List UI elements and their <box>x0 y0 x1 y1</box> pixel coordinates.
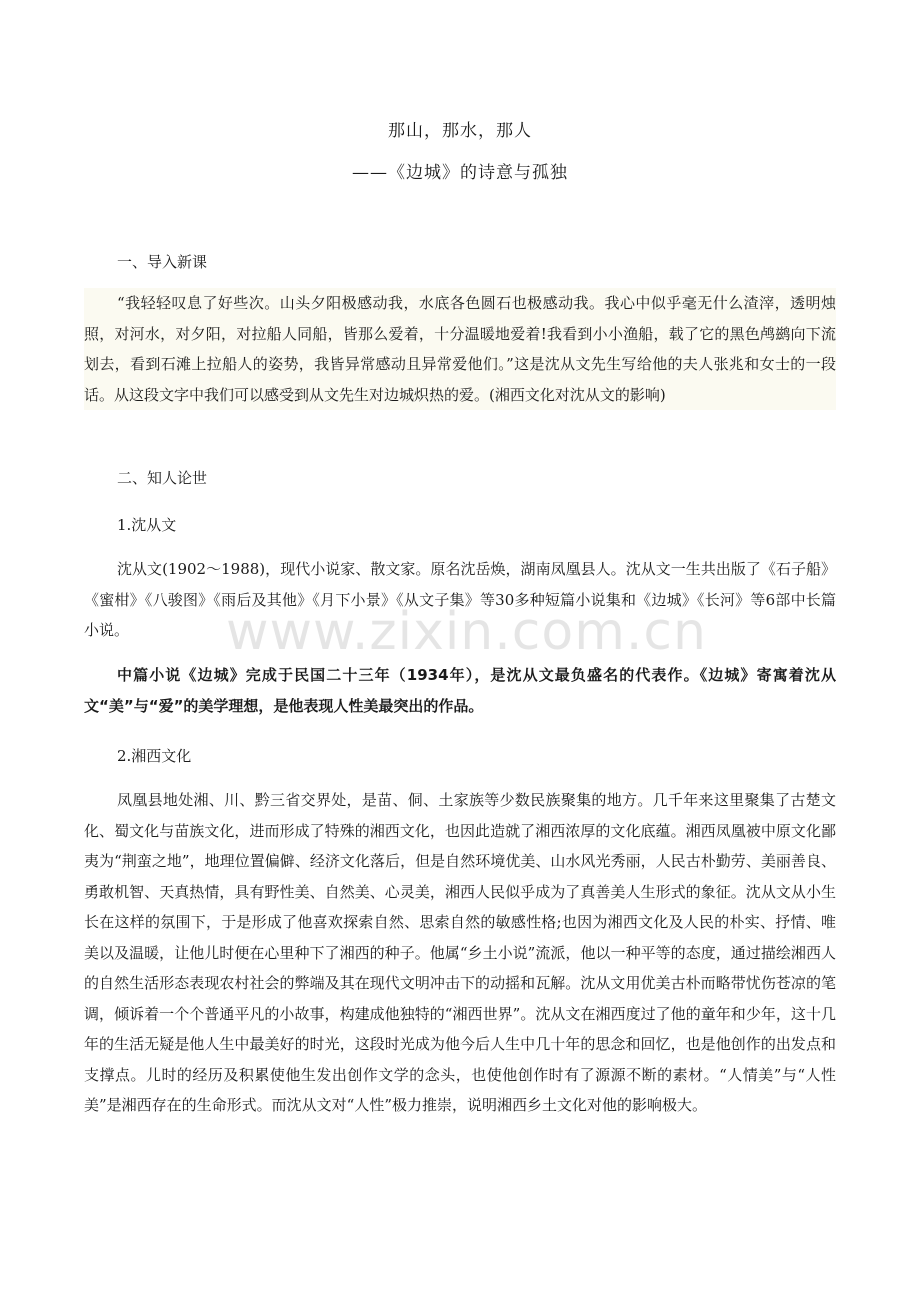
biancheng-bold-paragraph: 中篇小说《边城》完成于民国二十三年（1934年），是沈从文最负盛名的代表作。《边城》寄寓着沈从文“美”与“爱”的美学理想，是他表现人性美最突出的作品。 <box>84 666 836 715</box>
subsection-heading-xiangxi: 2.湘西文化 <box>117 747 192 765</box>
watermark: www.zixin.com.cn <box>226 602 707 662</box>
section-heading-intro: 一、导入新课 <box>117 253 208 271</box>
shen-paragraph: 沈从文(1902～1988)，现代小说家、散文家。原名沈岳焕，湖南凤凰县人。沈从文一生共出版了《石子船》《蜜柑》《八骏图》《雨后及其他》《月下小景》《从文子集》等30多种短篇小说集和《边城》《长河》等6部中长篇小说。 <box>84 560 836 639</box>
document-subtitle: ——《边城》的诗意与孤独 <box>352 163 568 183</box>
document-title: 那山，那水，那人 <box>388 121 532 141</box>
intro-paragraph: “我轻轻叹息了好些次。山头夕阳极感动我，水底各色圆石也极感动我。我心中似乎毫无什么渣滓，透明烛照，对河水，对夕阳，对拉船人同船，皆那么爱着，十分温暖地爱着!我看到小小渔船，载了它的黑色鸬鹚向下流划去，看到石滩上拉船人的姿势，我皆异常感动且异常爱他们。”这是沈从文先生写给他的夫人张兆和女士的一段话。从这段文字中我们可以感受到从文先生对边城炽热的爱。(湘西文化对沈从文的影响) <box>84 288 836 410</box>
section-heading-know: 二、知人论世 <box>117 469 208 487</box>
xiangxi-paragraph: 凤凰县地处湘、川、黔三省交界处，是苗、侗、土家族等少数民族聚集的地方。几千年来这里聚集了古楚文化、蜀文化与苗族文化，进而形成了特殊的湘西文化，也因此造就了湘西浓厚的文化底蕴。湘西凤凰被中原文化鄙夷为“荆蛮之地”，地理位置偏僻、经济文化落后，但是自然环境优美、山水风光秀丽，人民古朴勤劳、美丽善良、勇敢机智、天真热情，具有野性美、自然美、心灵美，湘西人民似乎成为了真善美人生形式的象征。沈从文从小生长在这样的氛围下，于是形成了他喜欢探索自然、思索自然的敏感性格;也因为湘西文化及人民的朴实、抒情、唯美以及温暖，让他儿时便在心里种下了湘西的种子。他属“乡土小说”流派，他以一种平等的态度，通过描绘湘西人的自然生活形态表现农村社会的弊端及其在现代文明冲击下的动摇和瓦解。沈从文用优美古朴而略带忧伤苍凉的笔调，倾诉着一个个普通平凡的小故事，构建成他独特的“湘西世界”。沈从文在湘西度过了他的童年和少年，这十几年的生活无疑是他人生中最美好的时光，这段时光成为他今后人生中几十年的思念和回忆，也是他创作的出发点和支撑点。儿时的经历及积累使他生发出创作文学的念头，也使他创作时有了源源不断的素材。“人情美”与“人性美”是湘西存在的生命形式。而沈从文对“人性”极力推崇，说明湘西乡土文化对他的影响极大。 <box>84 791 836 1114</box>
subsection-heading-shen: 1.沈从文 <box>117 516 177 534</box>
